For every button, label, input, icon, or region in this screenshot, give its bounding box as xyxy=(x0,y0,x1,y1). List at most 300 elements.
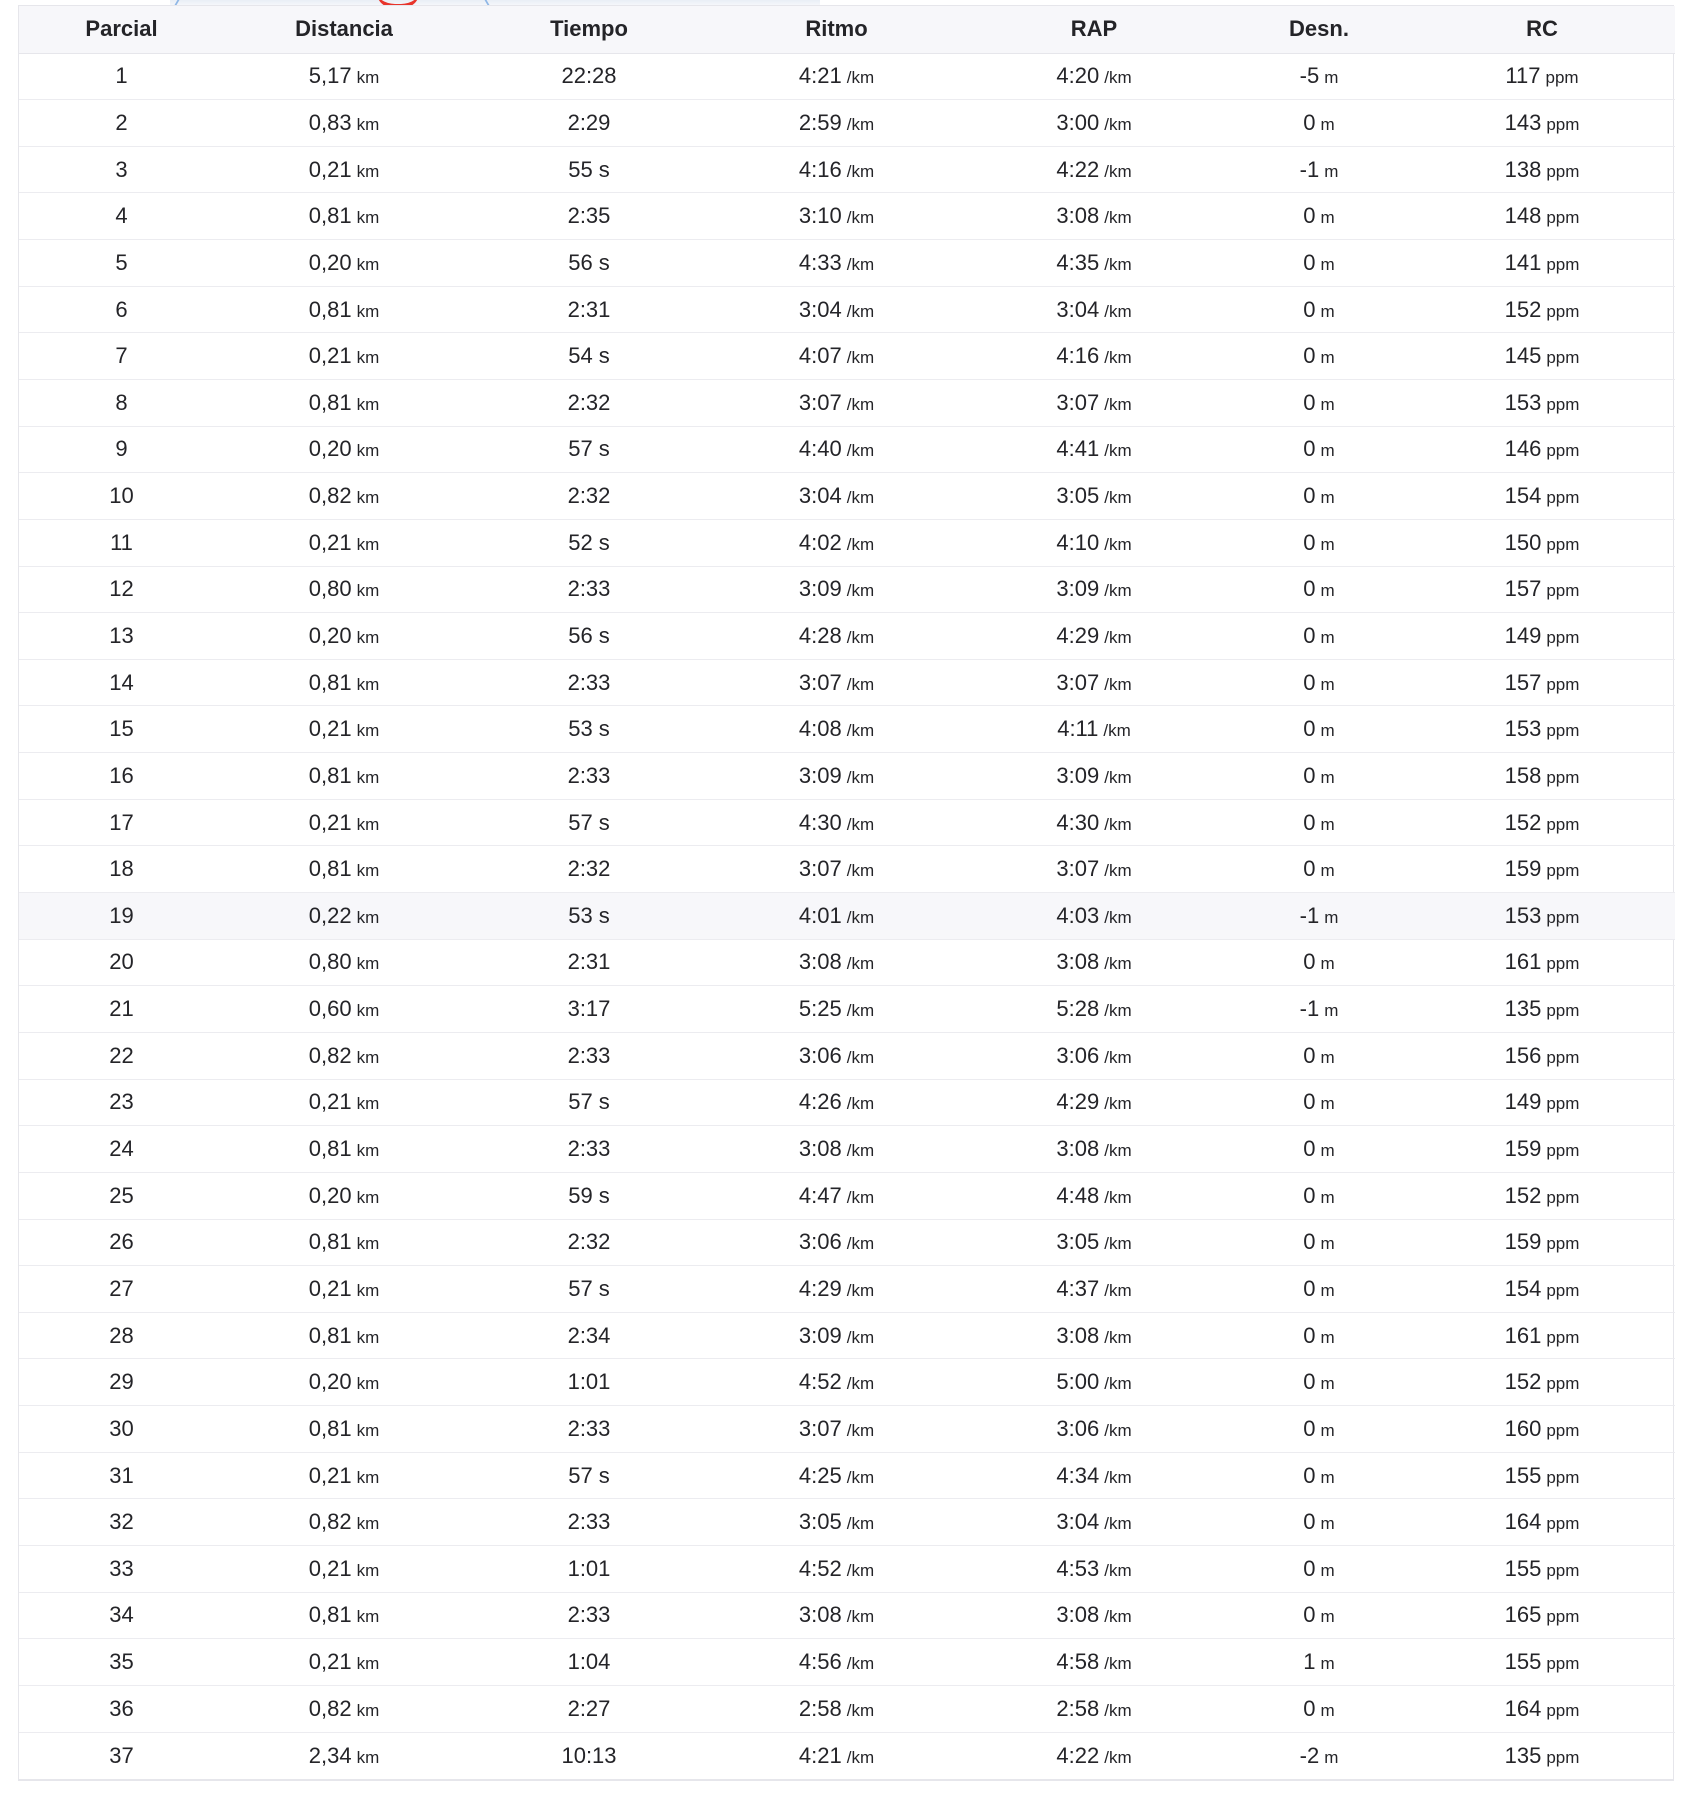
cell-split xyxy=(19,333,224,380)
cell-elevation xyxy=(1229,566,1409,613)
cell-heart-rate-value: 161 xyxy=(1504,949,1542,975)
column-header-time: Tiempo xyxy=(464,6,714,53)
cell-pace-unit: /km xyxy=(846,628,875,647)
cell-distance xyxy=(224,193,464,240)
cell-heart-rate xyxy=(1409,1079,1675,1126)
cell-gap-unit: /km xyxy=(1104,1047,1132,1067)
cell-elevation xyxy=(1229,379,1409,426)
cell-elevation xyxy=(1229,846,1409,893)
cell-gap-unit: /km xyxy=(1104,1514,1132,1534)
cell-gap xyxy=(959,426,1229,473)
cell-gap xyxy=(959,1172,1229,1219)
cell-time xyxy=(464,1685,714,1732)
table-row[interactable] xyxy=(19,799,1675,846)
cell-heart-rate-value: 117 xyxy=(1505,63,1541,89)
cell-heart-rate-unit: ppm xyxy=(1546,441,1580,461)
cell-elevation xyxy=(1229,1546,1409,1593)
cell-pace xyxy=(714,1266,959,1313)
splits-table xyxy=(19,6,1675,1779)
table-row[interactable] xyxy=(19,1452,1675,1499)
table-row[interactable] xyxy=(19,333,1675,380)
cell-pace xyxy=(714,986,959,1033)
table-row[interactable] xyxy=(19,240,1675,287)
cell-gap xyxy=(959,1079,1229,1126)
cell-gap xyxy=(959,939,1229,986)
cell-split xyxy=(19,286,224,333)
cell-time-value: 59 s xyxy=(568,1182,610,1208)
cell-heart-rate xyxy=(1409,846,1675,893)
table-row[interactable] xyxy=(19,1732,1675,1779)
cell-pace-value: 4:40 xyxy=(798,436,842,462)
cell-heart-rate-unit: ppm xyxy=(1546,534,1580,554)
cell-gap-value: 3:08 xyxy=(1056,949,1100,975)
cell-elevation xyxy=(1229,1126,1409,1173)
cell-distance-value: 0,82 xyxy=(308,1695,352,1721)
cell-distance-unit: km xyxy=(356,254,380,274)
cell-pace xyxy=(714,566,959,613)
cell-pace-unit: /km xyxy=(846,208,875,228)
cell-gap xyxy=(959,53,1229,100)
cell-elevation-value: 0 xyxy=(1303,1275,1316,1301)
cell-split-value: 6 xyxy=(115,296,128,322)
cell-pace-value: 3:10 xyxy=(798,203,842,229)
cell-elevation xyxy=(1229,1032,1409,1079)
table-row[interactable] xyxy=(19,1592,1675,1639)
cell-pace-unit: /km xyxy=(846,394,875,414)
cell-gap xyxy=(959,893,1229,940)
cell-pace-unit: /km xyxy=(846,1514,875,1534)
cell-distance-value: 0,21 xyxy=(308,1462,352,1488)
cell-gap-unit: /km xyxy=(1104,441,1132,461)
cell-elevation-unit: m xyxy=(1320,1374,1335,1394)
cell-time xyxy=(464,53,714,100)
cell-heart-rate-unit: ppm xyxy=(1546,114,1580,134)
cell-distance-unit: km xyxy=(356,488,380,508)
cell-distance-unit: km xyxy=(356,161,380,181)
cell-time-value: 1:04 xyxy=(567,1649,611,1675)
cell-elevation xyxy=(1229,53,1409,100)
cell-pace-unit: /km xyxy=(846,1327,875,1347)
cell-elevation-value: 0 xyxy=(1303,249,1316,275)
cell-time xyxy=(464,986,714,1033)
cell-pace-value: 4:21 xyxy=(798,63,842,89)
cell-split-value: 7 xyxy=(115,343,128,369)
cell-heart-rate-value: 141 xyxy=(1504,249,1542,275)
cell-gap-value: 4:03 xyxy=(1056,902,1100,928)
cell-split-value: 13 xyxy=(109,623,134,648)
cell-distance xyxy=(224,100,464,147)
cell-distance-value: 0,83 xyxy=(308,109,352,135)
cell-elevation-unit: m xyxy=(1320,1280,1335,1300)
table-row[interactable] xyxy=(19,1032,1675,1079)
cell-elevation xyxy=(1229,1079,1409,1126)
cell-distance xyxy=(224,1406,464,1453)
cell-elevation-unit: m xyxy=(1324,161,1339,181)
cell-time-value: 2:32 xyxy=(567,1229,611,1255)
cell-heart-rate-unit: ppm xyxy=(1546,954,1580,974)
cell-gap-value: 3:07 xyxy=(1056,856,1100,882)
cell-heart-rate xyxy=(1409,1312,1675,1359)
cell-distance xyxy=(224,1639,464,1686)
cell-pace xyxy=(714,799,959,846)
cell-gap xyxy=(959,1546,1229,1593)
table-row[interactable] xyxy=(19,519,1675,566)
table-row[interactable] xyxy=(19,1266,1675,1313)
cell-gap xyxy=(959,1032,1229,1079)
cell-elevation-value: 0 xyxy=(1303,949,1316,975)
cell-elevation-value: 0 xyxy=(1303,856,1316,882)
cell-heart-rate-unit: ppm xyxy=(1546,1280,1580,1300)
cell-gap-value: 4:30 xyxy=(1056,809,1100,835)
cell-distance-unit: km xyxy=(356,954,380,974)
table-row[interactable] xyxy=(19,1172,1675,1219)
cell-heart-rate xyxy=(1409,53,1675,100)
cell-gap-unit: /km xyxy=(1104,1420,1132,1440)
cell-time-value: 2:33 xyxy=(567,1509,611,1535)
cell-gap xyxy=(959,846,1229,893)
cell-gap-unit: /km xyxy=(1103,721,1131,741)
table-row[interactable] xyxy=(19,1359,1675,1406)
cell-heart-rate xyxy=(1409,426,1675,473)
cell-split xyxy=(19,846,224,893)
cell-pace xyxy=(714,473,959,520)
cell-elevation-value: 0 xyxy=(1303,623,1316,648)
table-row[interactable] xyxy=(19,939,1675,986)
cell-pace-unit: /km xyxy=(846,1747,875,1767)
cell-heart-rate-unit: ppm xyxy=(1546,1374,1580,1394)
cell-split xyxy=(19,1499,224,1546)
cell-time xyxy=(464,1452,714,1499)
table-row[interactable] xyxy=(19,1219,1675,1266)
cell-gap-value: 4:22 xyxy=(1056,1742,1100,1768)
cell-distance-value: 0,81 xyxy=(308,389,352,415)
cell-time-value: 56 s xyxy=(568,249,610,275)
cell-distance-unit: km xyxy=(356,441,380,461)
cell-time-value: 2:33 xyxy=(567,576,611,602)
cell-time-value: 2:33 xyxy=(567,1136,611,1162)
cell-elevation-unit: m xyxy=(1320,1700,1335,1720)
cell-distance xyxy=(224,893,464,940)
cell-heart-rate-unit: ppm xyxy=(1546,674,1580,694)
cell-time-value: 1:01 xyxy=(567,1369,611,1395)
cell-distance xyxy=(224,566,464,613)
cell-distance-unit: km xyxy=(356,1234,380,1254)
cell-distance-unit: km xyxy=(356,1700,380,1720)
cell-elevation-value: 0 xyxy=(1303,1509,1316,1535)
table-row[interactable] xyxy=(19,1406,1675,1453)
cell-gap xyxy=(959,659,1229,706)
cell-distance-value: 0,21 xyxy=(308,343,352,369)
cell-heart-rate-value: 165 xyxy=(1504,1602,1542,1628)
cell-heart-rate xyxy=(1409,893,1675,940)
table-row[interactable] xyxy=(19,566,1675,613)
cell-heart-rate xyxy=(1409,1685,1675,1732)
cell-split-value: 1 xyxy=(115,63,128,89)
cell-elevation xyxy=(1229,426,1409,473)
cell-split-value: 34 xyxy=(109,1602,134,1628)
cell-elevation-unit: m xyxy=(1324,1001,1339,1021)
cell-distance-unit: km xyxy=(356,814,380,834)
cell-pace-value: 2:59 xyxy=(798,109,842,135)
cell-gap xyxy=(959,613,1229,660)
cell-elevation-unit: m xyxy=(1320,1514,1335,1534)
cell-elevation-value: 0 xyxy=(1303,389,1316,415)
table-row[interactable] xyxy=(19,1546,1675,1593)
cell-split-value: 9 xyxy=(115,436,128,462)
column-header-heart-rate: RC xyxy=(1409,6,1675,53)
cell-split xyxy=(19,939,224,986)
table-row[interactable] xyxy=(19,286,1675,333)
cell-heart-rate xyxy=(1409,286,1675,333)
cell-pace-value: 3:08 xyxy=(798,949,842,975)
cell-elevation-value: 0 xyxy=(1303,203,1316,229)
cell-distance xyxy=(224,659,464,706)
cell-distance-unit: km xyxy=(356,861,380,881)
cell-heart-rate xyxy=(1409,1499,1675,1546)
cell-elevation xyxy=(1229,1732,1409,1779)
cell-heart-rate-unit: ppm xyxy=(1546,1001,1580,1021)
table-row[interactable] xyxy=(19,1126,1675,1173)
cell-elevation-value: -1 xyxy=(1299,902,1320,928)
cell-split xyxy=(19,1452,224,1499)
table-row[interactable] xyxy=(19,473,1675,520)
cell-pace xyxy=(714,939,959,986)
cell-heart-rate-value: 152 xyxy=(1504,809,1542,835)
cell-elevation-value: 0 xyxy=(1303,809,1316,835)
cell-gap-value: 4:34 xyxy=(1056,1462,1100,1488)
cell-pace-value: 4:47 xyxy=(798,1182,842,1208)
cell-heart-rate-value: 158 xyxy=(1504,762,1542,788)
cell-heart-rate-unit: ppm xyxy=(1546,767,1580,787)
cell-elevation-value: 0 xyxy=(1303,1322,1316,1348)
cell-pace-value: 4:28 xyxy=(798,623,842,648)
cell-elevation xyxy=(1229,1266,1409,1313)
cell-heart-rate-unit: ppm xyxy=(1546,1467,1580,1487)
cell-heart-rate xyxy=(1409,613,1675,660)
cell-distance xyxy=(224,1266,464,1313)
cell-distance-value: 0,82 xyxy=(308,1042,352,1068)
table-row[interactable] xyxy=(19,1312,1675,1359)
cell-distance-value: 0,81 xyxy=(308,669,352,695)
cell-gap-value: 5:28 xyxy=(1056,996,1100,1022)
cell-gap-value: 3:04 xyxy=(1056,1509,1100,1535)
cell-pace xyxy=(714,1312,959,1359)
table-row[interactable] xyxy=(19,986,1675,1033)
cell-distance-value: 0,20 xyxy=(308,623,352,648)
cell-gap xyxy=(959,473,1229,520)
table-row[interactable] xyxy=(19,193,1675,240)
cell-split xyxy=(19,426,224,473)
cell-split xyxy=(19,1406,224,1453)
cell-split-value: 35 xyxy=(109,1649,134,1675)
cell-elevation-unit: m xyxy=(1320,394,1335,414)
cell-split xyxy=(19,566,224,613)
cell-pace xyxy=(714,1126,959,1173)
table-row[interactable] xyxy=(19,846,1675,893)
cell-heart-rate-unit: ppm xyxy=(1546,1047,1580,1067)
cell-distance-value: 0,22 xyxy=(308,902,352,928)
cell-distance-value: 0,81 xyxy=(308,856,352,882)
table-row[interactable] xyxy=(19,426,1675,473)
cell-time-value: 57 s xyxy=(568,1089,610,1115)
cell-time xyxy=(464,706,714,753)
cell-pace xyxy=(714,1639,959,1686)
cell-distance xyxy=(224,473,464,520)
table-row[interactable] xyxy=(19,1499,1675,1546)
cell-distance-value: 0,21 xyxy=(308,1555,352,1581)
cell-split-value: 11 xyxy=(110,529,133,555)
cell-distance-value: 0,82 xyxy=(308,1509,352,1535)
cell-pace-value: 4:02 xyxy=(798,529,842,555)
cell-split-value: 17 xyxy=(109,809,134,835)
cell-distance xyxy=(224,146,464,193)
table-row[interactable] xyxy=(19,146,1675,193)
cell-elevation xyxy=(1229,1685,1409,1732)
cell-elevation-value: 0 xyxy=(1303,1369,1316,1395)
cell-distance xyxy=(224,1359,464,1406)
cell-time-value: 22:28 xyxy=(561,63,617,89)
cell-pace-value: 4:56 xyxy=(798,1649,842,1675)
cell-heart-rate xyxy=(1409,519,1675,566)
cell-pace-unit: /km xyxy=(846,1094,875,1114)
table-row[interactable] xyxy=(19,613,1675,660)
cell-elevation-value: 0 xyxy=(1303,109,1316,135)
cell-distance xyxy=(224,1592,464,1639)
cell-elevation-value: -5 xyxy=(1299,63,1320,89)
cell-heart-rate-value: 149 xyxy=(1504,1089,1542,1115)
table-row[interactable] xyxy=(19,893,1675,940)
cell-distance-value: 0,81 xyxy=(308,1229,352,1255)
table-row[interactable] xyxy=(19,659,1675,706)
table-row[interactable] xyxy=(19,53,1675,100)
table-row[interactable] xyxy=(19,753,1675,800)
table-row[interactable] xyxy=(19,1685,1675,1732)
cell-split-value: 32 xyxy=(109,1509,134,1535)
cell-heart-rate-unit: ppm xyxy=(1546,861,1580,881)
cell-gap xyxy=(959,1685,1229,1732)
cell-split xyxy=(19,753,224,800)
cell-elevation-unit: m xyxy=(1320,581,1335,601)
cell-distance-unit: km xyxy=(356,1327,380,1347)
cell-distance-unit: km xyxy=(356,114,380,134)
cell-gap-unit: /km xyxy=(1104,907,1132,927)
cell-gap-unit: /km xyxy=(1104,674,1132,694)
cell-gap-unit: /km xyxy=(1104,1094,1132,1114)
cell-pace-value: 4:52 xyxy=(798,1555,842,1581)
cell-split-value: 19 xyxy=(109,902,134,928)
cell-elevation-unit: m xyxy=(1324,68,1339,88)
cell-gap xyxy=(959,1359,1229,1406)
cell-elevation-unit: m xyxy=(1320,348,1335,368)
cell-heart-rate-unit: ppm xyxy=(1546,254,1580,274)
cell-split-value: 30 xyxy=(109,1415,134,1441)
cell-heart-rate-unit: ppm xyxy=(1546,1234,1580,1254)
cell-gap xyxy=(959,519,1229,566)
cell-elevation-value: 0 xyxy=(1303,483,1316,509)
table-row[interactable] xyxy=(19,706,1675,753)
cell-gap-unit: /km xyxy=(1104,1560,1132,1580)
cell-elevation-value: 0 xyxy=(1303,1415,1316,1441)
cell-gap-unit: /km xyxy=(1104,767,1132,787)
cell-heart-rate xyxy=(1409,1406,1675,1453)
cell-time xyxy=(464,1639,714,1686)
cell-time-value: 2:33 xyxy=(567,762,611,788)
cell-split xyxy=(19,1546,224,1593)
cell-gap-unit: /km xyxy=(1104,1141,1132,1161)
cell-heart-rate-unit: ppm xyxy=(1546,1700,1580,1720)
cell-heart-rate-value: 156 xyxy=(1504,1042,1542,1068)
cell-pace xyxy=(714,333,959,380)
cell-pace-unit: /km xyxy=(846,1141,875,1161)
cell-gap-value: 4:35 xyxy=(1056,249,1100,275)
cell-distance-unit: km xyxy=(356,628,380,647)
cell-pace-unit: /km xyxy=(846,721,875,741)
cell-pace-unit: /km xyxy=(846,68,875,88)
table-row[interactable] xyxy=(19,1639,1675,1686)
cell-heart-rate-unit: ppm xyxy=(1546,1094,1580,1114)
cell-split xyxy=(19,613,224,660)
table-row[interactable] xyxy=(19,379,1675,426)
cell-distance-unit: km xyxy=(356,1654,380,1674)
cell-pace xyxy=(714,1079,959,1126)
cell-time xyxy=(464,939,714,986)
cell-pace-unit: /km xyxy=(846,1700,875,1720)
cell-distance-unit: km xyxy=(356,1280,380,1300)
cell-elevation-value: 0 xyxy=(1303,343,1316,369)
cell-pace-value: 3:09 xyxy=(798,1322,842,1348)
cell-heart-rate-value: 145 xyxy=(1504,343,1542,369)
cell-heart-rate xyxy=(1409,1452,1675,1499)
cell-gap xyxy=(959,1219,1229,1266)
cell-elevation-unit: m xyxy=(1320,441,1335,461)
cell-gap-value: 4:48 xyxy=(1056,1182,1100,1208)
cell-time-value: 57 s xyxy=(568,436,610,462)
cell-time-value: 2:32 xyxy=(567,856,611,882)
cell-heart-rate-value: 155 xyxy=(1504,1462,1542,1488)
cell-elevation-unit: m xyxy=(1320,1607,1335,1627)
cell-pace-value: 3:09 xyxy=(798,762,842,788)
cell-split-value: 5 xyxy=(115,249,128,275)
cell-gap-unit: /km xyxy=(1104,161,1132,181)
table-row[interactable] xyxy=(19,100,1675,147)
cell-elevation-unit: m xyxy=(1320,254,1335,274)
cell-elevation xyxy=(1229,659,1409,706)
cell-heart-rate-value: 153 xyxy=(1504,716,1542,742)
cell-elevation-unit: m xyxy=(1320,954,1335,974)
cell-heart-rate xyxy=(1409,1266,1675,1313)
cell-split xyxy=(19,1126,224,1173)
cell-split xyxy=(19,1732,224,1779)
cell-heart-rate xyxy=(1409,1546,1675,1593)
cell-distance xyxy=(224,519,464,566)
cell-gap-value: 3:09 xyxy=(1056,762,1100,788)
cell-pace xyxy=(714,240,959,287)
cell-time xyxy=(464,1266,714,1313)
cell-distance-value: 0,81 xyxy=(308,1136,352,1162)
cell-gap-value: 3:07 xyxy=(1056,669,1100,695)
cell-split-value: 18 xyxy=(109,856,134,882)
cell-heart-rate-unit: ppm xyxy=(1546,394,1580,414)
table-row[interactable] xyxy=(19,1079,1675,1126)
cell-elevation-unit: m xyxy=(1320,1141,1335,1161)
cell-pace-value: 3:04 xyxy=(798,296,842,322)
cell-pace-unit: /km xyxy=(846,301,875,321)
cell-heart-rate-unit: ppm xyxy=(1545,68,1579,88)
cell-distance-unit: km xyxy=(356,721,380,741)
cell-gap-value: 3:05 xyxy=(1056,483,1100,509)
cell-elevation xyxy=(1229,1499,1409,1546)
cell-split xyxy=(19,659,224,706)
